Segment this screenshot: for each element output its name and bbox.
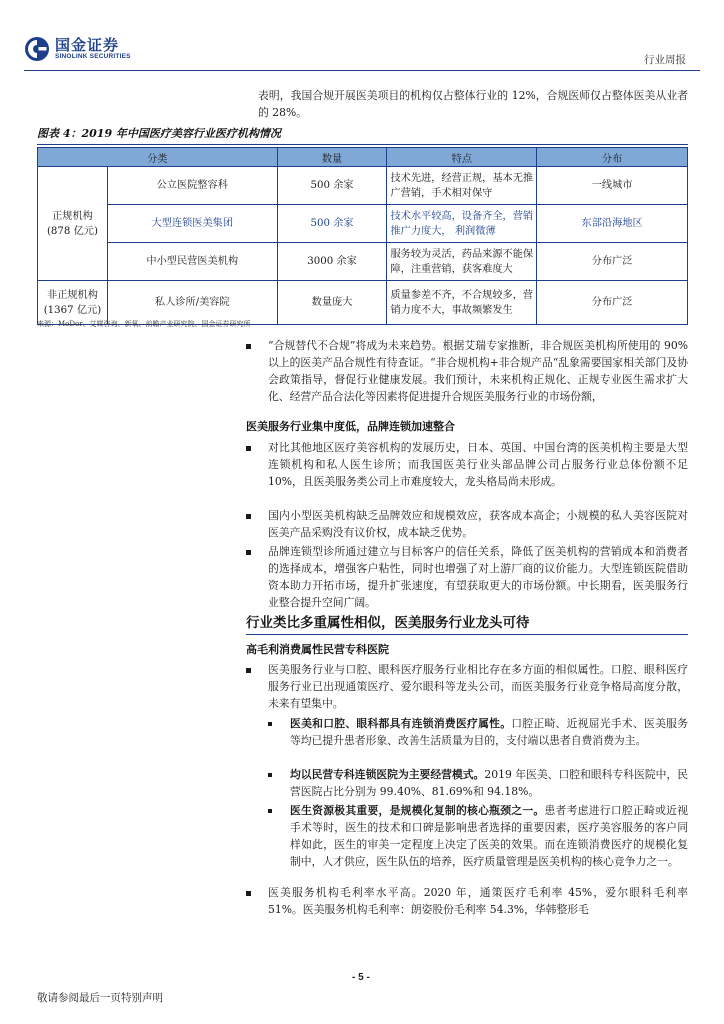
- paragraph-international-comparison: 对比其他地区医疗美容机构的发展历史，日本、英国、中国台湾的医美机构主要是大型连锁机构和私人医生诊所；而我国医美行业头部品牌公司占服务行业总体份额不足 10%，且医美服务类公司上市难度较大，龙头格局尚未形成。: [268, 441, 688, 488]
- sub-point-lead: 均以民营专科连锁医院为主要经营模式。: [290, 768, 485, 781]
- row-feature: 技术水平较高，设备齐全，营销推广力度大， 利润微薄: [387, 205, 537, 243]
- table-row: [38, 243, 688, 281]
- report-type-label: 行业周报: [644, 54, 686, 66]
- medical-beauty-institutions-table: [37, 147, 688, 325]
- logo-mark-icon: [24, 36, 50, 62]
- sub-bullet-icon: [268, 809, 272, 813]
- sub-point-doctor-resources: [290, 802, 688, 870]
- row-type: 大型连锁医美集团: [107, 205, 277, 243]
- sub-point-body: 2019 年医美、口腔和眼科专科医院中，民营医院占比分别为 99.40%、81.69%和 94.18%。: [290, 768, 689, 798]
- sub-point-private-specialty: [290, 766, 688, 800]
- paragraph-gross-margin: 医美服务机构毛利率水平高。2020 年，通策医疗毛利率 45%，爱尔眼科毛利率 51%。医美服务机构毛利率：朗姿股份毛利率 54.3%，华韩整形毛: [268, 886, 688, 916]
- header-count: 数量: [277, 148, 387, 167]
- row-count: 500 余家: [277, 167, 387, 205]
- header-distribution: 分布: [537, 148, 688, 167]
- row-distribution: 分布广泛: [537, 243, 688, 281]
- header-features: 特点: [387, 148, 537, 167]
- sub-point-chain-consumption: [290, 715, 688, 749]
- table-row: [38, 167, 688, 205]
- page-header: [24, 36, 700, 76]
- subheading-concentration: 医美服务行业集中度低，品牌连锁加速整合: [246, 420, 455, 433]
- row-distribution: 东部沿海地区: [537, 205, 688, 243]
- company-logo: [24, 36, 131, 62]
- table-header-row: [38, 148, 688, 167]
- bullet-icon: [246, 550, 251, 555]
- row-distribution: 分布广泛: [537, 281, 688, 325]
- bullet-icon: [246, 514, 251, 519]
- header-divider: [24, 70, 700, 71]
- bullet-icon: [246, 344, 251, 349]
- table-row: [38, 281, 688, 325]
- sub-point-lead: 医美和口腔、眼科都具有连锁消费医疗属性。: [290, 717, 512, 730]
- logo-chinese-name: 国金证券: [55, 36, 120, 54]
- group-label-irregular: 非正规机构(1367 亿元): [38, 281, 108, 325]
- row-feature: 服务较为灵活，药品来源不能保障，注重营销，获客难度大: [387, 243, 537, 281]
- row-count: 3000 余家: [277, 243, 387, 281]
- page-number: - 5 -: [352, 972, 370, 983]
- header-category: 分类: [38, 148, 278, 167]
- row-type: 公立医院整容科: [107, 167, 277, 205]
- paragraph-brand-chains: 品牌连锁型诊所通过建立与目标客户的信任关系，降低了医美机构的营销成本和消费者的选择成本，增强客户粘性，同时也增强了对上游厂商的议价能力。大型连锁医院借助资本助力开拓市场，提升扩张速度，有望获取更大的市场份额。中长期看，医美服务行业整合提升空间广阔。: [268, 545, 688, 609]
- bullet-icon: [246, 668, 251, 673]
- section-underline: [246, 634, 688, 635]
- logo-english-name: SINOLINK SECURITIES: [55, 53, 131, 60]
- row-type: 中小型民营医美机构: [107, 243, 277, 281]
- paragraph-similar-attributes: 医美服务行业与口腔、眼科医疗服务行业相比存在多方面的相似属性。口腔、眼科医疗服务行业已出现通策医疗、爱尔眼科等龙头公司，而医美服务行业竞争格局高度分散，未来有望集中。: [268, 663, 688, 710]
- group-label-regular: 正规机构(878 亿元): [38, 167, 108, 281]
- sub-point-lead: 医生资源极其重要，是规模化复制的核心瓶颈之一。: [290, 804, 545, 817]
- intro-paragraph: 表明，我国合规开展医美项目的机构仅占整体行业的 12%，合规医师仅占整体医美从业者的 28%。: [258, 89, 688, 119]
- sub-point-body: 口腔正畸、近视屈光手术、医美服务等均已提升患者形象、改善生活质量为目的，支付端以患者自费消费为主。: [290, 717, 689, 747]
- paragraph-compliance-trend: “合规替代不合规”将成为未来趋势。根据艾瑞专家推断，非合规医美机构所使用的 90%以上的医美产品合规性有待查证。“非合规机构+非合规产品“乱象需要国家相关部门及协会政策指导，督促行业健康发展。我们预计，未来机构正规化、正规专业医生需求扩大化、经营产品合法化等因素将促进提升合规医美服务行业的市场份额，: [268, 339, 688, 403]
- table-row: [38, 205, 688, 243]
- sub-bullet-icon: [268, 773, 272, 777]
- section-title-industry-analogy: 行业类比多重属性相似，医美服务行业龙头可待: [246, 615, 530, 631]
- paragraph-small-institutions: 国内小型医美机构缺乏品牌效应和规模效应，获客成本高企；小规模的私人美容医院对医美产品采购没有议价权，成本缺乏优势。: [268, 509, 688, 539]
- subheading-high-margin: 高毛利消费属性民营专科医院: [246, 643, 389, 656]
- bullet-icon: [246, 446, 251, 451]
- row-count: 数量庞大: [277, 281, 387, 325]
- row-count: 500 余家: [277, 205, 387, 243]
- sub-bullet-icon: [268, 722, 272, 726]
- figure-title: 图表 4：2019 年中国医疗美容行业医疗机构情况: [37, 125, 688, 145]
- bullet-icon: [246, 891, 251, 896]
- sub-point-body: 患者考虑进行口腔正畸或近视手术等时，医生的技术和口碑是影响患者选择的重要因素，医疗美容服务的客户同样如此，医生的审美一定程度上决定了医美的效果。而在连锁消费医疗的规模化复制中，人才供应，医生队伍的培养，医疗质量管理是医美机构的核心竞争力之一。: [290, 804, 689, 868]
- row-distribution: 一线城市: [537, 167, 688, 205]
- row-type: 私人诊所/美容院: [107, 281, 277, 325]
- row-feature: 质量参差不齐，不合规较多，营销力度不大，事故频繁发生: [387, 281, 537, 325]
- figure-source: 来源：MoDor、艾媒咨询、新氧、前瞻产业研究院、国金证券研究所: [37, 320, 251, 328]
- row-feature: 技术先进，经营正规，基本无推广营销，手术相对保守: [387, 167, 537, 205]
- footer-disclaimer: 敬请参阅最后一页特别声明: [37, 992, 163, 1004]
